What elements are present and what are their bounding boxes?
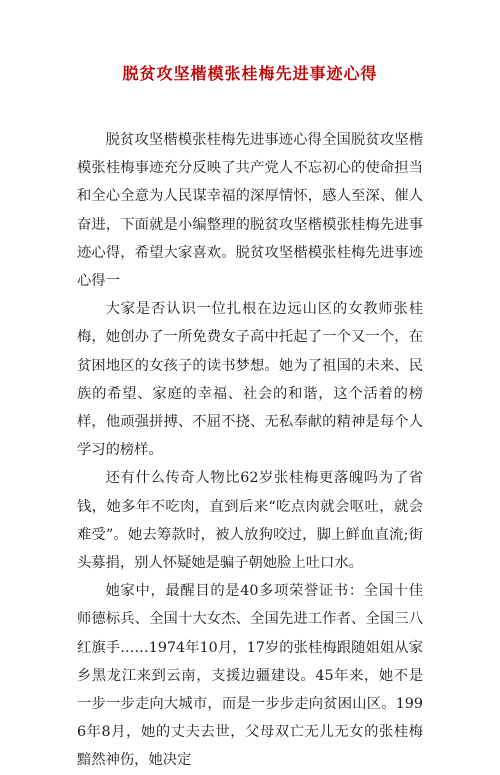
paragraph-2: 大家是否认识一位扎根在边远山区的女教师张桂梅，她创办了一所免费女子高中托起了一个又一个，在贫困地区的女孩子的读书梦想。她为了祖国的未来、民族的希望、家庭的幸福、社会的和谐，这个活着的榜样，他顽强拼搏、不屈不挠、无私奉献的精神是每个人学习的榜样。 — [77, 301, 423, 459]
document-body — [77, 126, 423, 775]
paragraph-1: 脱贫攻坚楷模张桂梅先进事迹心得全国脱贫攻坚楷模张桂梅事迹充分反映了共产党人不忘初心的使命担当和全心全意为人民谋幸福的深厚情怀，感人至深、催人奋进，下面就是小编整理的脱贫攻坚楷模张桂梅先进事迹心得，希望大家喜欢。脱贫攻坚楷模张桂梅先进事迹心得一 — [77, 132, 423, 290]
paragraph-3: 还有什么传奇人物比62岁张桂梅更落魄吗为了省钱，她多年不吃肉，直到后来“吃点肉就会呕吐，就会难受”。她去筹款时，被人放狗咬过，脚上鲜血直流;街头募捐，别人怀疑她是骗子朝她脸上吐口水。 — [77, 470, 423, 572]
document-title: 脱贫攻坚楷模张桂梅先进事迹心得 — [122, 64, 378, 83]
paragraph-4: 她家中，最醒目的是40多项荣誉证书：全国十佳师德标兵、全国十大女杰、全国先进工作者、全国三八红旗手……1974年10月，17岁的张桂梅跟随姐姐从家乡黑龙江来到云南，支援边疆建设。45年来，她不是一步一步走向大城市，而是一步步走向贫困山区。1996年8月，她的丈夫去世，父母双亡无儿无女的张桂梅黯然神伤，她决定 — [77, 583, 423, 769]
